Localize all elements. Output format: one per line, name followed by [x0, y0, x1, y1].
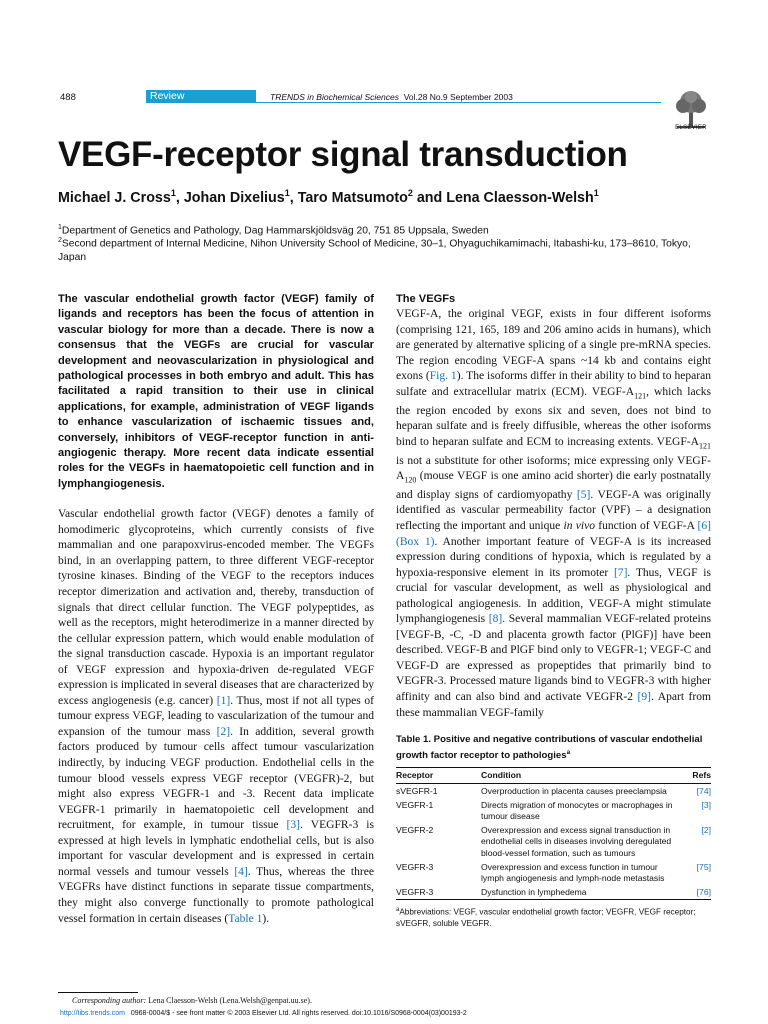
author-separator: ,: [175, 189, 184, 206]
section-heading: The VEGFs: [396, 293, 456, 305]
pathology-table: [396, 767, 711, 900]
refs-cell[interactable]: [3]: [701, 799, 711, 810]
refs-cell[interactable]: [74]: [696, 785, 711, 796]
receptor-cell: VEGFR-3: [396, 861, 434, 872]
refs-cell[interactable]: [76]: [696, 887, 711, 898]
column-header: Receptor: [396, 768, 481, 783]
journal-url-link[interactable]: http://tibs.trends.com: [60, 1010, 125, 1017]
condition-cell: Overexpression and excess function in tumour lymph angiogenesis and lymph-node metastasis: [481, 861, 665, 883]
header-rule: [146, 102, 661, 103]
author-name: Taro Matsumoto: [297, 189, 408, 206]
affiliation-text: Department of Genetics and Pathology, Dag Hammarskjöldsväg 20, 751 85 Uppsala, Sweden: [61, 225, 489, 237]
table-row: [396, 823, 711, 860]
journal-line: [270, 92, 513, 102]
author-separator: and: [412, 189, 447, 206]
table-row: [396, 798, 711, 823]
corresponding-author-note: Corresponding author: Lena Claesson-Welsh (Lena.Welsh@genpat.uu.se).: [72, 996, 312, 1005]
affiliation-text: Second department of Internal Medicine, Nihon University School of Medicine, 30–1, Ohyaguchikamimachi, Itabashi-ku, 173–8610, Tokyo, Japan: [58, 238, 691, 263]
table-footnote: $^a$Abbreviations: VEGF, vascular endothelial growth factor; VEGFR, VEGF receptor; sVEGFR, soluble VEGFR.: [396, 907, 696, 929]
affiliation-mark: 1: [58, 224, 62, 231]
citation-link[interactable]: [4]: [234, 865, 248, 878]
citation-link[interactable]: [6]: [697, 520, 711, 532]
citation-link[interactable]: [8]: [488, 613, 503, 626]
author-affiliation-mark: 1: [170, 188, 176, 198]
table-row: [396, 860, 711, 885]
table-caption: Table 1. Positive and negative contributions of vascular endothelial growth factor receptor to pathologies$^a$: [396, 734, 703, 762]
author-affiliation-mark: 1: [593, 188, 599, 198]
condition-cell: Dysfunction in lymphedema: [481, 887, 587, 898]
author-list: [58, 188, 599, 206]
author-affiliation-mark: 2: [407, 188, 413, 198]
refs-cell[interactable]: [75]: [696, 861, 711, 872]
abstract: The vascular endothelial growth factor (VEGF) family of ligands and receptors has been the focus of attention in vascular biology for more than a decade. There is now a consensus that the VEGFs are crucial for vascular development and neovascularization in physiological and pathological processes in both embryo and adult. This has facilitated a rapid transition to their use in clinical applications, for example, administration of VEGF ligands to enhance vascularization of ischaemic tissues and, conversely, inhibitors of VEGF-receptor function in anti-angiogenic therapy. More recent data indicate essential roles for the VEGFs in haematopoietic cell function and in lymphangiogenesis.: [58, 293, 374, 490]
volume-info: Vol.28 No.9 September 2003: [403, 92, 513, 102]
author-name: Johan Dixelius: [183, 189, 285, 206]
intro-paragraph: Vascular endothelial growth factor (VEGF) denotes a family of homodimeric glycoproteins, which currently consists of five mammalian and one parapoxvirus-encoded member. The VEGFs bind, in an overlapping pattern, to three different VEGF-receptor tyrosine kinases. Binding of the VEGF to the receptors induces receptor dimerization and activation and, thereby, transduction of signals that direct cellular function. The VEGF polypeptides, as well as the receptors, might heterodimerize in a manner directed by the cellular expression pattern, which would enable modulation of the signal transduction cascade. Hypoxia is an important regulator of VEGF expression and hypoxia-driven de-regulated VEGF expression is implicated in several diseases that are characterized by excess angiogenesis (e.g. cancer) [1]. Thus, most if not all types of tumour express VEGF, leading to vascularization of the tumour and expansion of the tumour mass [2]. In addition, several growth factors produced by tumour cells affect tumour vascularization indirectly, by inducing VEGF production. Endothelial cells in the tumour blood vessels express VEGF receptor (VEGFR)-2, but might also express VEGFR-1 and -3. Recent data implicate VEGFR-1 primarily in haematopoietic cell development and recruitment, for example, in tumour tissue [3]. VEGFR-3 is expressed at high levels in lymphatic endothelial cells, but is also important for vascular development and is expressed in certain normal vessels and tumour vessels [4]. Thus, whereas the three VEGFRs have distinct functions in separate tissue compartments, they might also converge functionally to promote pathological vessel formation in certain diseases (Table 1).: [58, 508, 375, 925]
section-tag: Review: [146, 90, 256, 102]
citation-link[interactable]: [2]: [216, 725, 231, 738]
journal-name: TRENDS in Biochemical Sciences: [270, 92, 399, 102]
refs-cell[interactable]: [2]: [701, 825, 711, 836]
author-name: Lena Claesson-Welsh: [446, 189, 594, 206]
table-row: [396, 783, 711, 798]
condition-cell: Overproduction in placenta causes preeclampsia: [481, 785, 667, 796]
article-title: VEGF-receptor signal transduction: [58, 135, 628, 174]
citation-link[interactable]: [7]: [613, 566, 628, 579]
figure-link[interactable]: Fig. 1: [429, 370, 457, 383]
left-column: [58, 292, 374, 927]
citation-link[interactable]: [9]: [637, 691, 651, 704]
publisher-name: ELSEVIER: [675, 125, 707, 131]
footnote-rule: [58, 992, 138, 993]
condition-cell: Overexpression and excess signal transduction in endothelial cells in diseases involving deregulated blood-vessel formation, such as tumours: [481, 825, 672, 858]
receptor-cell: VEGFR-2: [396, 825, 434, 836]
page-footer: [60, 1010, 467, 1017]
author-separator: ,: [289, 189, 298, 206]
box-link[interactable]: (Box 1): [396, 535, 435, 548]
affiliation: [58, 234, 698, 264]
vegfs-paragraph: VEGF-A, the original VEGF, exists in four different isoforms (comprising 121, 165, 189 and 206 amino acids in humans), which are generated by alternative splicing of a single pre-mRNA species. The region encoding VEGF-A spans ~14 kb and contains eight exons (Fig. 1). The isoforms differ in their ability to bind to heparan sulfate and extracellular matrix (ECM). VEGF-$A_{121}$, which lacks the region encoded by exons six and seven, does not bind to heparan sulfate and is freely diffusible, whereas the other isoforms bind to heparan sulfate and ECM to increasing extents. VEGF-$A_{121}$ is not a substitute for other isoforms; mice expressing only VEGF-$A_{120}$ (mouse VEGF is one amino acid shorter) die early postnatally and display signs of cardiomyopathy [5]. VEGF-A was originally identified as vascular permeability factor (VPF) – a designation reflecting the important and unique in vivo function of VEGF-A [6] (Box 1). Another important feature of VEGF-A is its increased expression during conditions of hypoxia, which is regulated by a hypoxia-responsive element in its promoter [7]. Thus, VEGF is crucial for vascular development, as well as physiological and pathological angiogenesis. In addition, VEGF-A might stimulate lymphangiogenesis [8]. Several mammalian VEGF-related proteins [VEGF-B, -C, -D and placenta growth factor (PlGF)] have been described. VEGF-B and PlGF bind only to VEGFR-1; VEGF-C and VEGF-D are expressed as propeptides that primarily bind to VEGFR-3. Processed mature ligands bind to VEGFR-3 with higher affinity and can also bind and activate VEGFR-2 [9]. Apart from these mammalian VEGF-family: [396, 308, 712, 719]
citation-link[interactable]: [1]: [216, 694, 231, 707]
page-number: 488: [60, 92, 76, 103]
legal-notice: 0968-0004/$ - see front matter © 2003 Elsevier Ltd. All rights reserved. doi:10.1016/S0968-0004(03)00193-2: [130, 1010, 467, 1017]
right-column: [396, 292, 711, 929]
receptor-cell: VEGFR-3: [396, 887, 434, 898]
column-header: Refs: [673, 768, 711, 783]
column-header: Condition: [481, 768, 673, 783]
table-row: [396, 885, 711, 900]
table-link[interactable]: Table 1: [228, 912, 263, 925]
receptor-cell: sVEGFR-1: [396, 785, 438, 796]
citation-link[interactable]: [3]: [286, 819, 301, 832]
affiliation-mark: 2: [58, 237, 62, 244]
condition-cell: Directs migration of monocytes or macrophages in tumour disease: [481, 799, 673, 821]
receptor-cell: VEGFR-1: [396, 799, 434, 810]
citation-link[interactable]: [5]: [576, 488, 591, 501]
author-affiliation-mark: 1: [284, 188, 290, 198]
author-name: Michael J. Cross: [58, 189, 171, 206]
